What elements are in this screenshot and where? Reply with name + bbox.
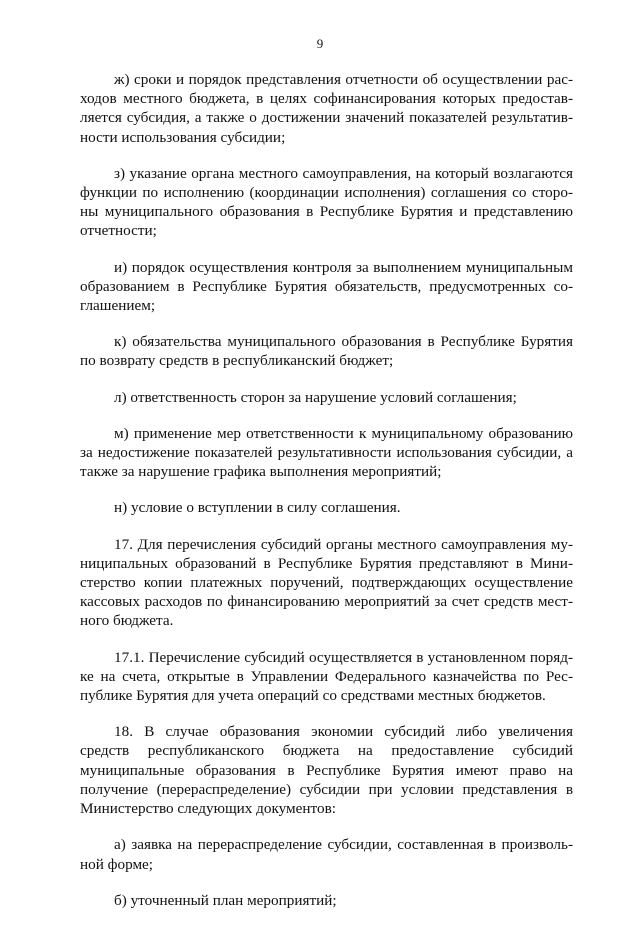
paragraph-n: н) условие о вступлении в силу соглашения. [114, 499, 401, 517]
paragraph-18: 18. В случае образования экономии субсидий либо увеличения средств республиканского бюджета на предоставление субсидий муниципальные образования в Республике Бурятия имеют право на получение (перераспределение) субсидии при условии представления в Министерство следующих документов: [80, 723, 573, 818]
paragraph-i: и) порядок осуществления контроля за выполнением муниципальным образованием в Республике Бурятия обязательств, предусмотренных соглашением; [80, 258, 573, 315]
paragraph-b: б) уточненный план мероприятий; [114, 891, 337, 909]
paragraph-a: а) заявка на перераспределение субсидии, составленная в произвольной форме; [80, 836, 573, 873]
paragraph-zh: ж) сроки и порядок представления отчетности об осуществлении расходов местного бюджета, в целях софинансирования которых предоставляется субсидия, а также о достижении значений показателей результативности использования субсидии; [80, 71, 573, 146]
paragraph-17: 17. Для перечисления субсидий органы местного самоуправления муниципальных образований в Республике Бурятия представляют в Министерство копии платежных поручений, подтверждающих осуществление кассовых расходов по финансированию мероприятий за счет средств местного бюджета. [80, 535, 573, 630]
paragraph-z: з) указание органа местного самоуправления, на который возлагаются функции по исполнению (координации исполнения) соглашения со стороны муниципального образования в Республике Бурятия и представлению отчетности; [80, 164, 573, 240]
page-number: 9 [316, 36, 324, 51]
paragraph-m: м) применение мер ответственности к муниципальному образованию за недостижение показателей результативности использования субсидии, а также за нарушение графика выполнения мероприятий; [80, 424, 573, 481]
paragraph-l: л) ответственность сторон за нарушение условий соглашения; [114, 388, 517, 406]
paragraph-k: к) обязательства муниципального образования в Республике Бурятия по возврату средств в республиканский бюджет; [80, 333, 573, 370]
paragraph-17-1: 17.1. Перечисление субсидий осуществляется в установленном порядке на счета, открытые в Управлении Федерального казначейства по Республике Бурятия для учета операций со средствами местных бюджетов. [80, 648, 573, 705]
document-body [80, 70, 573, 927]
